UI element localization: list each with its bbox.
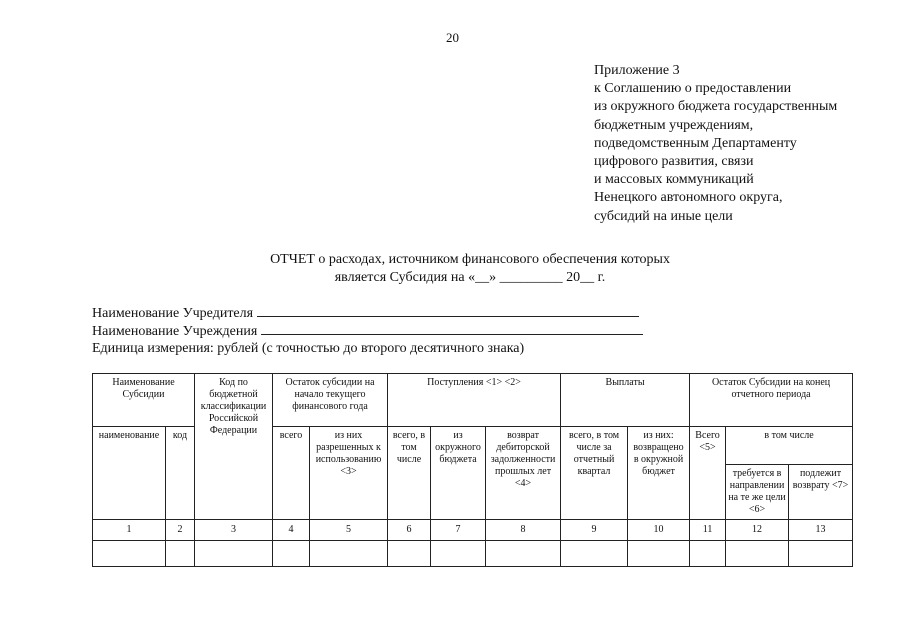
column-number: 5 — [310, 520, 388, 541]
appendix-block — [594, 62, 837, 226]
header-name: наименование — [93, 427, 166, 520]
empty-cell — [273, 541, 310, 567]
header-receipts-total: всего, в том числе — [388, 427, 431, 520]
founder-field — [92, 304, 639, 322]
empty-cell — [93, 541, 166, 567]
header-end-total: Всего <5> — [690, 427, 726, 520]
header-returned: из них: возвращено в окружной бюджет — [628, 427, 690, 520]
founder-underline — [257, 304, 639, 317]
appendix-line: и массовых коммуникаций — [594, 172, 754, 188]
header-from-budget: из окружного бюджета — [431, 427, 486, 520]
header-subsidy-name: Наименование Субсидии — [93, 374, 195, 427]
column-number: 2 — [166, 520, 195, 541]
report-title — [150, 251, 790, 287]
empty-data-row — [93, 541, 853, 567]
unit-line: Единица измерения: рублей (с точностью до второго десятичного знака) — [92, 341, 525, 356]
column-number: 7 — [431, 520, 486, 541]
appendix-line: субсидий на иные цели — [594, 208, 733, 224]
appendix-line: к Соглашению о предоставлении — [594, 81, 792, 97]
institution-label: Наименование Учреждения — [92, 324, 258, 339]
column-number: 11 — [690, 520, 726, 541]
empty-cell — [388, 541, 431, 567]
empty-cell — [166, 541, 195, 567]
report-title-line-1: ОТЧЕТ о расходах, источником финансового обеспечения которых — [270, 252, 670, 267]
institution-field — [92, 322, 643, 340]
empty-cell — [431, 541, 486, 567]
header-needed: требуется в направлении на те же цели <6> — [726, 465, 789, 520]
header-return-receivables: возврат дебиторской задолженности прошлых лет <4> — [486, 427, 561, 520]
empty-cell — [310, 541, 388, 567]
column-number: 3 — [195, 520, 273, 541]
appendix-line: бюджетным учреждениям, — [594, 117, 754, 133]
appendix-line: подведомственным Департаменту — [594, 135, 797, 151]
column-number: 13 — [789, 520, 853, 541]
column-number: 1 — [93, 520, 166, 541]
appendix-line: цифрового развития, связи — [594, 154, 754, 170]
empty-cell — [726, 541, 789, 567]
header-code: код — [166, 427, 195, 520]
header-including: в том числе — [726, 427, 853, 465]
empty-cell — [486, 541, 561, 567]
header-total: всего — [273, 427, 310, 520]
header-payments-total: всего, в том числе за отчетный квартал — [561, 427, 628, 520]
header-receipts: Поступления <1> <2> — [388, 374, 561, 427]
header-code-bk: Код по бюджетной классификации Российской Федерации — [195, 374, 273, 520]
appendix-line: Ненецкого автономного округа, — [594, 190, 783, 206]
header-balance-end: Остаток Субсидии на конец отчетного периода — [690, 374, 853, 427]
appendix-line: Приложение 3 — [594, 63, 680, 78]
column-number: 10 — [628, 520, 690, 541]
column-number: 12 — [726, 520, 789, 541]
column-number: 4 — [273, 520, 310, 541]
header-permitted: из них разрешенных к использованию <3> — [310, 427, 388, 520]
column-number: 9 — [561, 520, 628, 541]
institution-underline — [261, 322, 643, 335]
report-title-line-2: является Субсидия на «__» _________ 20__ г. — [334, 270, 606, 285]
empty-cell — [690, 541, 726, 567]
header-payments: Выплаты — [561, 374, 690, 427]
header-to-return: подлежит возврату <7> — [789, 465, 853, 520]
empty-cell — [789, 541, 853, 567]
column-number: 6 — [388, 520, 431, 541]
expense-report-table — [92, 373, 853, 567]
empty-cell — [561, 541, 628, 567]
header-balance-start: Остаток субсидии на начало текущего финансового года — [273, 374, 388, 427]
empty-cell — [195, 541, 273, 567]
empty-cell — [628, 541, 690, 567]
appendix-line: из окружного бюджета государственным — [594, 99, 838, 115]
column-number: 8 — [486, 520, 561, 541]
page-number: 20 — [446, 30, 459, 45]
founder-label: Наименование Учредителя — [92, 306, 254, 321]
